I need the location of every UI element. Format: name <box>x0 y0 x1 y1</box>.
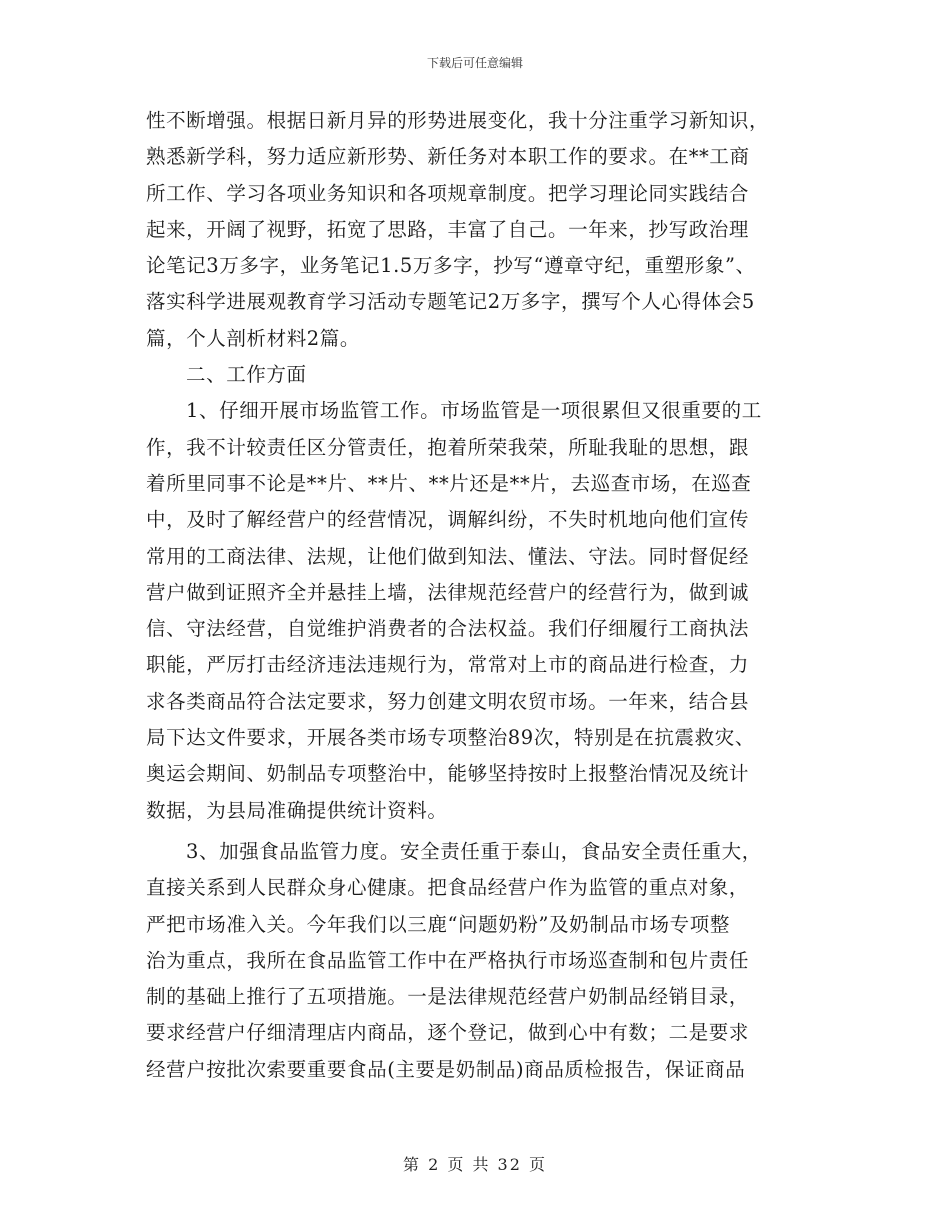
text-line: 职能，严厉打击经济违法违规行为，常常对上市的商品进行检查，力 <box>146 653 750 677</box>
text-line: 奥运会期间、奶制品专项整治中，能够坚持按时上报整治情况及统计 <box>146 762 750 786</box>
text-line: 论笔记3万多字，业务笔记1.5万多字，抄写“遵章守纪，重塑形象”、 <box>146 254 756 278</box>
paragraph-start-line: 3、加强食品监管力度。安全责任重于泰山，食品安全责任重大， <box>186 839 762 863</box>
page-header-note: 下载后可任意编辑 <box>426 56 523 70</box>
text-line: 制的基础上推行了五项措施。一是法律规范经营户奶制品经销目录， <box>146 985 750 1009</box>
text-line: 信、守法经营，自觉维护消费者的合法权益。我们仔细履行工商执法 <box>146 617 750 641</box>
text-line: 局下达文件要求，开展各类市场专项整治89次，特别是在抗震救灾、 <box>146 726 755 750</box>
document-body <box>146 103 816 1088</box>
text-line: 营户做到证照齐全并悬挂上墙，法律规范经营户的经营行为，做到诚 <box>146 580 750 604</box>
text-line: 落实科学进展观教育学习活动专题笔记2万多字，撰写个人心得体会5 <box>146 290 755 314</box>
text-line: 所工作、学习各项业务知识和各项规章制度。把学习理论同实践结合 <box>146 181 750 205</box>
text-line: 着所里同事不论是**片、**片、**片还是**片，去巡查市场，在巡查 <box>146 471 752 495</box>
text-line: 中，及时了解经营户的经营情况，调解纠纷，不失时机地向他们宣传 <box>146 508 750 532</box>
section-heading: 二、工作方面 <box>186 363 307 387</box>
text-line: 数据，为县局准确提供统计资料。 <box>146 798 448 822</box>
paragraph-start-line: 1、仔细开展市场监管工作。市场监管是一项很累但又很重要的工 <box>186 399 762 423</box>
text-line: 经营户按批次索要重要食品(主要是奶制品)商品质检报告，保证商品 <box>146 1057 746 1081</box>
text-line: 常用的工商法律、法规，让他们做到知法、懂法、守法。同时督促经 <box>146 544 750 568</box>
text-line: 起来，开阔了视野，拓宽了思路，丰富了自己。一年来，抄写政治理 <box>146 217 750 241</box>
text-line: 作，我不计较责任区分管责任，抱着所荣我荣，所耻我耻的思想，跟 <box>146 435 750 459</box>
text-line: 篇，个人剖析材料2篇。 <box>146 326 361 350</box>
text-line: 严把市场准入关。今年我们以三鹿“问题奶粉”及奶制品市场专项整 <box>146 912 730 936</box>
text-line: 要求经营户仔细清理店内商品，逐个登记，做到心中有数；二是要求 <box>146 1021 750 1045</box>
page-number-footer: 第 2 页 共 32 页 <box>403 1155 547 1174</box>
text-line: 治为重点，我所在食品监管工作中在严格执行市场巡查制和包片责任 <box>146 948 750 972</box>
text-line: 性不断增强。根据日新月异的形势进展变化，我十分注重学习新知识， <box>146 109 770 132</box>
text-line: 直接关系到人民群众身心健康。把食品经营户作为监管的重点对象， <box>146 876 750 900</box>
text-line: 求各类商品符合法定要求，努力创建文明农贸市场。一年来，结合县 <box>146 689 750 713</box>
text-line: 熟悉新学科，努力适应新形势、新任务对本职工作的要求。在**工商 <box>146 145 750 169</box>
